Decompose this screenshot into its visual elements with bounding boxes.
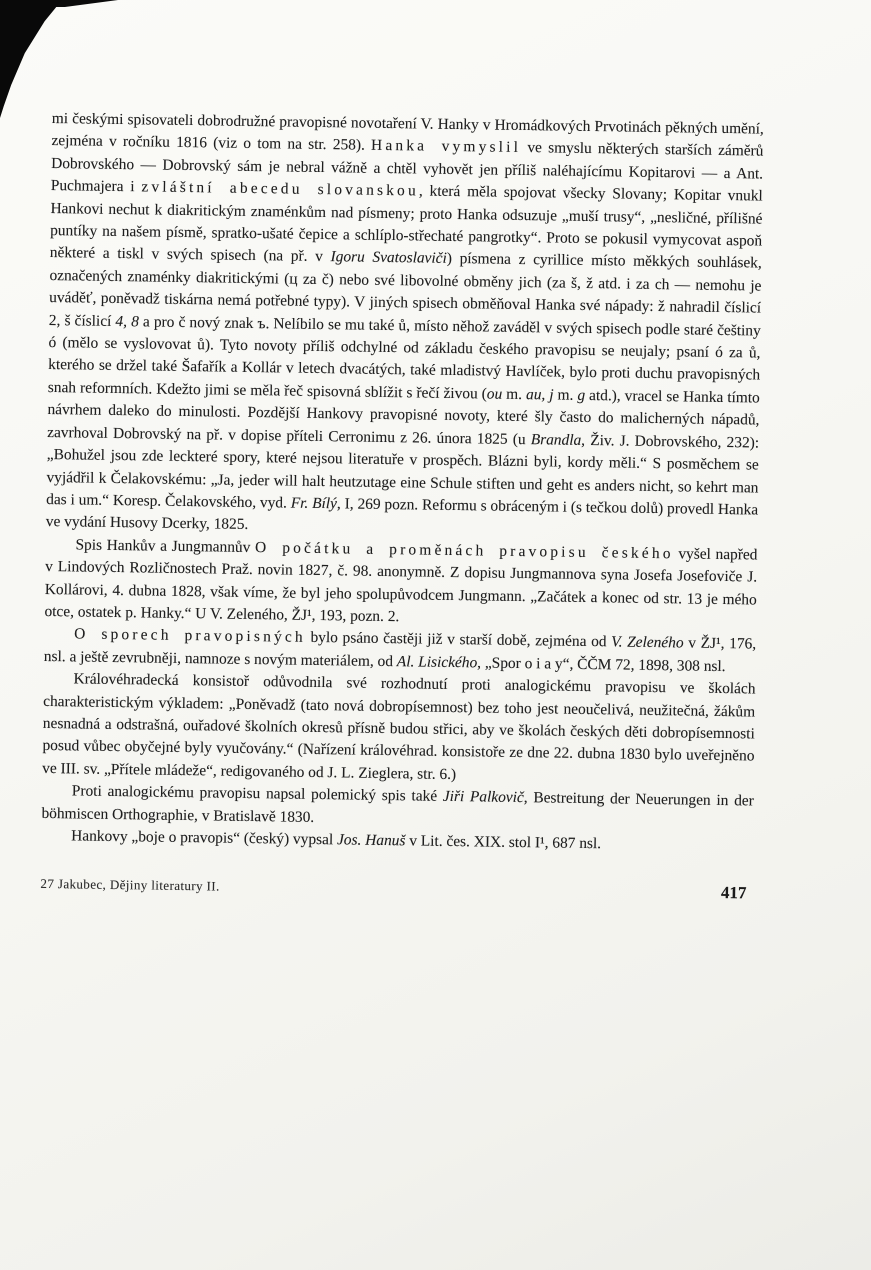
text-run: vyšel napřed v Lindových Rozličnostech Praž. novin 1827, č. 98. anonymně. Z dopisu Jungmannova syna Josefa Josefoviče J. Kollárovi, 4. dubna 1828, však víme, že byl jeho spolupůvodcem Jungmann. „Začátek a konec od str. 13 je mého otce, ostatek p. Hanky.“ U V. Zeleného, ŽJ¹, 193, pozn. 2. — [44, 544, 758, 626]
text-run: v ŽJ¹, 176, nsl. a ještě zevrubněji, namnoze s novým materiálem, od — [43, 634, 757, 670]
letterspaced-text-run: O sporech pravopisných — [74, 625, 306, 647]
text-run: ) písmena z cyrillice místo měkkých souhlásek, označených znaménky diakritickými (ц za č) nebo své libovolné obměny jich (za š, ž atd. i za ch — nemohu je uváděť, poněvadž tiskárna nemá potřebné typy). V jiných spisech obměňoval Hanka své nápady: ž nahradil číslicí 2, š číslicí — [48, 250, 762, 330]
italic-text-run: g — [577, 386, 586, 404]
text-run: Spis Hankův a Jungmannův — [75, 536, 256, 556]
text-run: atd.), vracel se Hanka tímto návrhem daleko do minulosti. Pozdější Hankovy pravopisné novoty, které šly často do malicherných nápadů, zavrhoval Dobrovský na př. v dopise příteli Cerronimu z 26. února 1825 (u — [47, 386, 760, 448]
scan-artifact-top-left-corner — [0, 0, 62, 118]
text-run: Proti analogickému pravopisu napsal polemický spis také — [71, 782, 443, 806]
text-run: bylo psáno častěji již v starší době, zejména od — [305, 629, 612, 651]
letterspaced-text-run: zvláštní abecedu slovanskou — [141, 178, 420, 200]
text-run: mi českými spisovateli dobrodružné pravopisné novotaření V. Hanky v Hromádkových Prvotinách pěkných umění, zejména v ročníku 1816 (viz o tom na str. 258). — [51, 109, 764, 155]
italic-text-run: Igoru Svatoslaviči — [330, 248, 447, 268]
text-run: Královéhradecká konsistoř odůvodnila své rozhodnutí proti analogickému pravopisu ve školách charakteristickým výkladem: „Poněvadž (tato nová dobropísemnost) bez toho jest neoučelivá, neužitečná, žákům nesnadná a odstrašná, ouřadové školních okresů přísně budou střici, aby ve školách českých děti dobropísemnosti posud vůbec obyčejné byly vyučovány.“ (Nařízení královéhrad. konsistoře ze dne 22. dubna 1830 bylo uveřejněno ve III. sv. „Přítele mládeže“, redigovaného od J. L. Zieglera, str. 6.) — [42, 670, 756, 783]
text-run: Hankovy „boje o pravopis“ (český) vypsal — [71, 827, 338, 849]
page-number: 417 — [720, 883, 747, 903]
letterspaced-text-run: Hanka vymyslil — [370, 137, 522, 157]
text-run: , Živ. J. Dobrovského, 232): „Bohužel jsou zde leckteré spory, které nejsou literatuře v prospěch. Blázni byli, kordy měli.“ S posměchem se vyjádřil k Čelakovskému: „Ja, jeder will halt heutzutage eine Schule stiften und geht es anders nicht, so kehrt man das i um.“ Koresp. Čelakovského, vyd. — [46, 431, 760, 512]
text-block — [41, 108, 764, 858]
text-run: m. — [502, 385, 527, 403]
italic-text-run: 4, 8 — [115, 312, 139, 330]
text-run: m. — [553, 386, 578, 404]
text-run: , I, 269 pozn. Reformu s obráceným i (s tečkou dolů) provedl Hanka ve vydání Husovy Dcerky, 1825. — [45, 495, 759, 534]
text-run: v Lit. čes. XIX. stol I¹, 687 nsl. — [405, 832, 602, 853]
paragraph — [44, 534, 757, 634]
text-run: a pro č nový znak ъ. Nelíbilo se mu také ů, místo něhož zaváděl v svých spisech podle staré češtiny ó (mělo se vyslovovat ů). Tyto novoty příliš odchylné od základu českého pravopisu se neujaly; psaní ó za ů, kterého se držel také Šafařík a Kollár v letech dvacátých, také mladistvý Havlíček, bylo proti duchu pravopisných snah reformních. Kdežto jimi se měla řeč spisovná sblížit s řečí živou ( — [47, 312, 761, 403]
italic-text-run: V. Zeleného — [611, 633, 684, 652]
italic-text-run: au, j — [525, 385, 554, 404]
italic-text-run: Jiři Palkovič — [442, 788, 524, 807]
text-run: , která měla spojovat všecky Slovany; Kopitar vnukl Hankovi nechut k diakritickým znaménkům nad písmeny; proto Hanka odsuzuje „muší trusy“, „nesličné, přílišné puntíky na našem písmě, spratko-ušaté čepice a schlíplo-střechaté pangrotky“. Proto se pokusil vymycovat aspoň některé a tiskl v svých spisech (na př. v — [49, 182, 763, 266]
paragraph — [42, 668, 756, 791]
page-footer — [40, 873, 752, 904]
italic-text-run: Jos. Hanuš — [336, 831, 406, 850]
page-content — [40, 108, 764, 904]
italic-text-run: ou — [486, 385, 503, 403]
italic-text-run: Fr. Bílý — [290, 494, 338, 513]
signature-note: 27 Jakubec, Dějiny literatury II. — [40, 876, 220, 894]
text-run: , „Spor o i a y“, ČČM 72, 1898, 308 nsl. — [477, 654, 726, 675]
text-run: ve smyslu některých starších záměrů Dobrovského — Dobrovský sám je nebral vážně a chtěl vyhovět jen příliš naléhajícímu Kopitarovi — a Ant. Puchmajera i — [50, 139, 764, 196]
paragraph — [46, 108, 764, 544]
letterspaced-text-run: O počátku a proměnách pravopisu českého — [254, 538, 674, 562]
italic-text-run: Brandla — [530, 430, 582, 449]
text-run: , Bestreitung der Neuerungen in der böhmiscen Orthographie, v Bratislavě 1830. — [41, 789, 754, 826]
italic-text-run: Al. Lisického — [396, 652, 478, 672]
